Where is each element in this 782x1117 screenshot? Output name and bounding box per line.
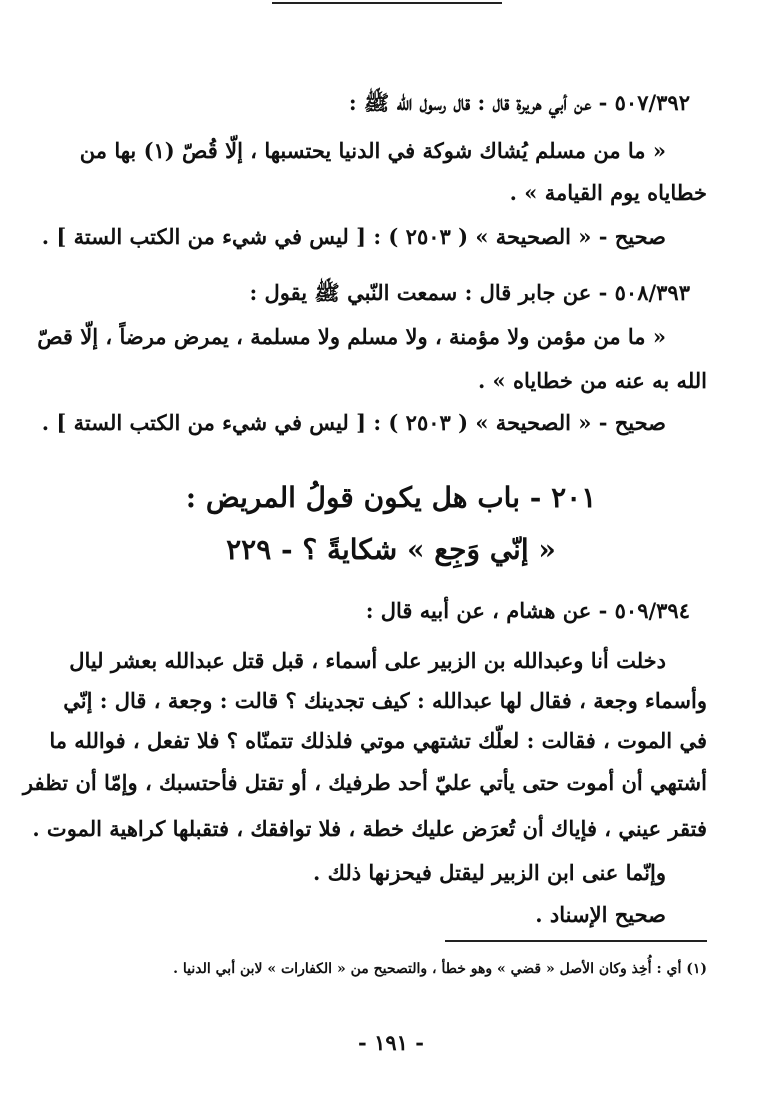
hadith-393-grading: صحيح - « الصحيحة » ( ٢٥٠٣ ) : [ ليس في شيء من الكتب الستة ] . (41, 410, 666, 435)
hadith-394-text-line-1: دخلت أنا وعبدالله بن الزبير على أسماء ، قبل قتل عبدالله بعشر ليال (69, 648, 666, 673)
hadith-393-number-line: ٥٠٨/٣٩٣ - عن جابر قال : سمعت النّبي ﷺ يقول : (249, 280, 690, 305)
hadith-394-text-line-3: في الموت ، فقالت : لعلّك تشتهي موتي فلذلك تتمنّاه ؟ فلا تفعل ، فوالله ما (49, 728, 707, 753)
footnote: (١) أي : أُخِذ وكان الأصل « قضي » وهو خطأ ، والتصحيح من « الكفارات » لابن أبي الدنيا . (173, 961, 707, 977)
hadith-394-grading: صحيح الإسناد . (535, 902, 666, 927)
hadith-392-text-line-1: « ما من مسلم يُشاك شوكة في الدنيا يحتسبها ، إلّا قُصّ (١) بها من (79, 138, 666, 163)
hadith-392-number-line: ٥٠٧/٣٩٢ - عن أبي هريرة قال : قال رسول الله ﷺ : (348, 90, 690, 115)
chapter-heading-line-1: ٢٠١ - باب هل يكون قولُ المريض : (185, 481, 597, 514)
page-number: - ١٩١ - (358, 1030, 424, 1055)
hadith-394-text-line-5: فتقر عيني ، فإياك أن تُعرَض عليك خطة ، فلا توافقك ، فتقبلها كراهية الموت . (32, 816, 707, 841)
chapter-heading-line-2: « إنّي وَجِع » شكايةً ؟ - ٢٢٩ (226, 533, 556, 566)
hadith-393-text-line-1: « ما من مؤمن ولا مؤمنة ، ولا مسلم ولا مسلمة ، يمرض مرضاً ، إلّا قصّ (37, 324, 666, 349)
hadith-394-text-line-2: وأسماء وجعة ، فقال لها عبدالله : كيف تجدينك ؟ قالت : وجعة ، قال : إنّي (63, 688, 707, 713)
hadith-392-text-line-2: خطاياه يوم القيامة » . (509, 180, 707, 205)
hadith-392-grading: صحيح - « الصحيحة » ( ٢٥٠٣ ) : [ ليس في شيء من الكتب الستة ] . (41, 224, 666, 249)
hadith-394-text-line-4: أشتهي أن أموت حتى يأتي عليّ أحد طرفيك ، أو تقتل فأحتسبك ، وإمّا أن تظفر (22, 770, 707, 795)
hadith-394-last-line: وإنّما عنى ابن الزبير ليقتل فيحزنها ذلك . (313, 860, 666, 885)
footnote-rule (445, 940, 707, 942)
hadith-394-number-line: ٥٠٩/٣٩٤ - عن هشام ، عن أبيه قال : (365, 598, 690, 623)
hadith-393-text-line-2: الله به عنه من خطاياه » . (477, 368, 707, 393)
top-rule (272, 2, 502, 4)
